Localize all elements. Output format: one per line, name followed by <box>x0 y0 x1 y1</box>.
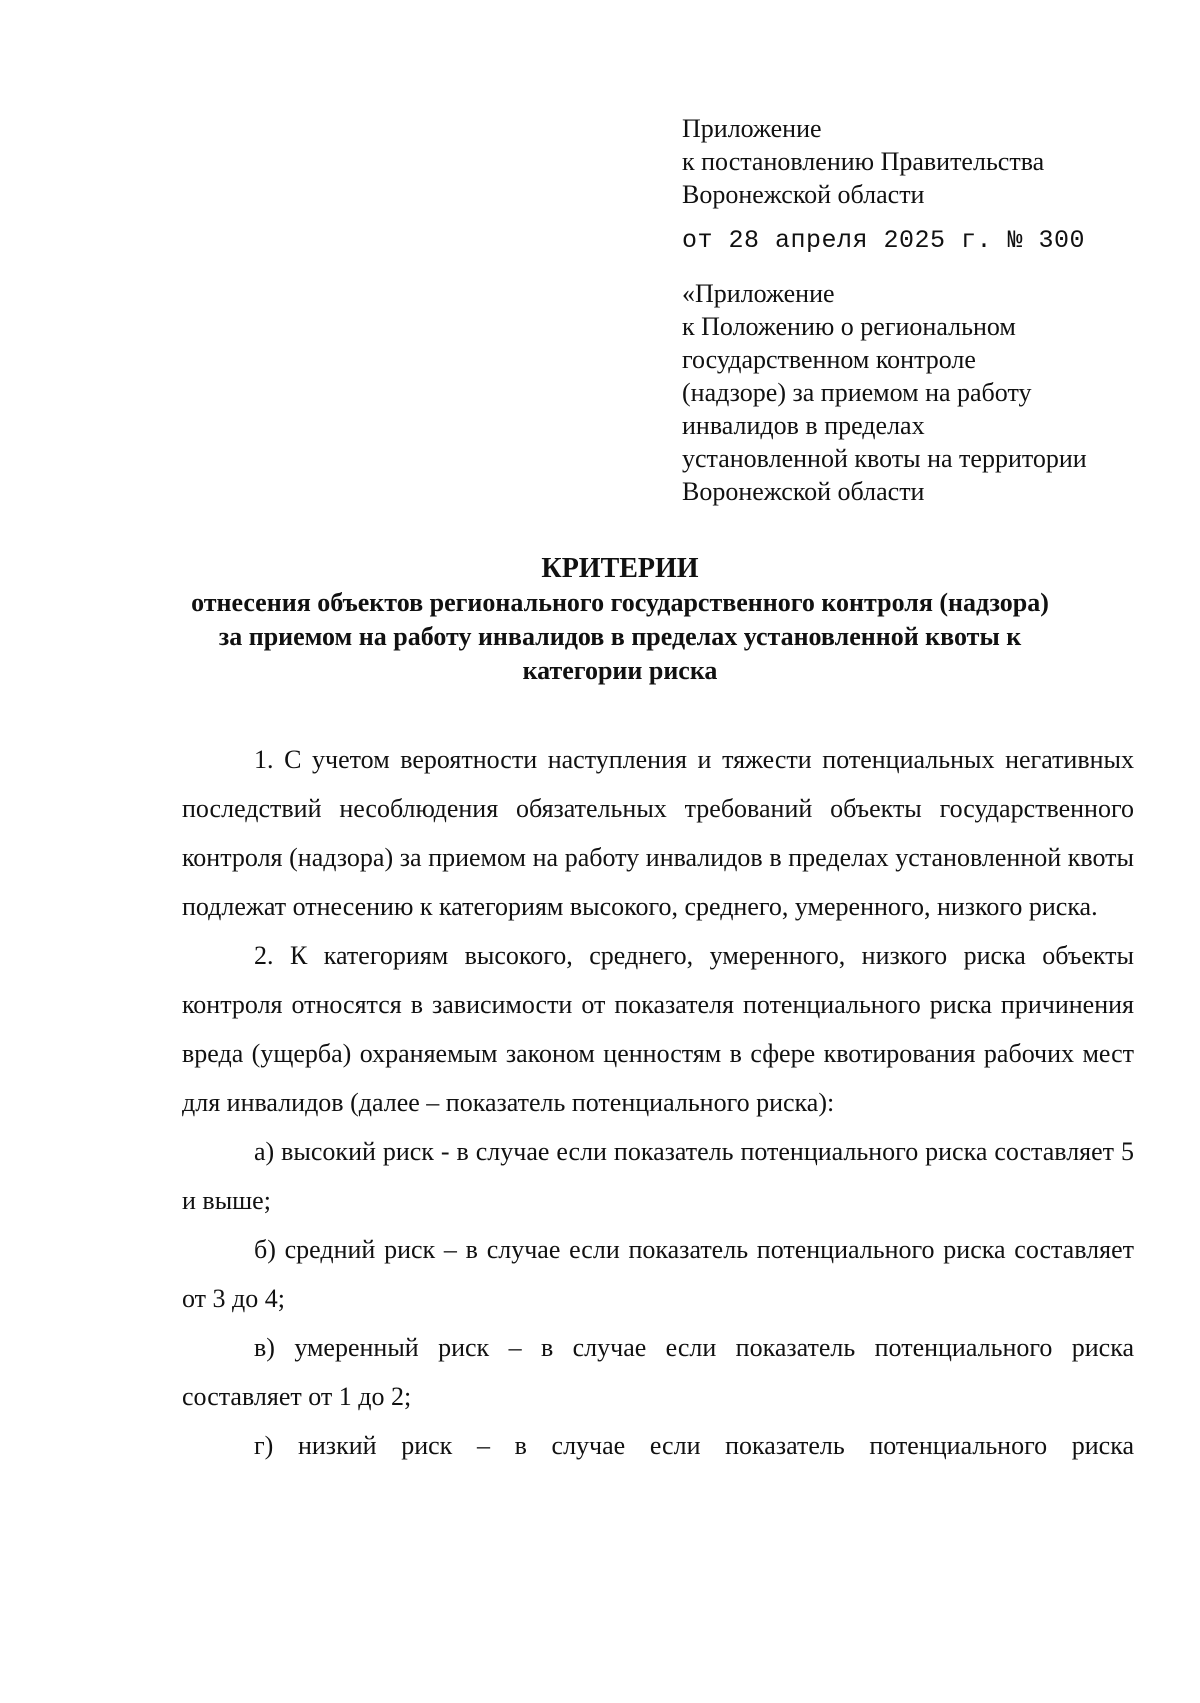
paragraph-a: а) высокий риск - в случае если показатель потенциального риска составляет 5 и выше; <box>182 1137 1134 1215</box>
subtitle-line: категории риска <box>522 656 718 685</box>
paragraph-2: 2. К категориям высокого, среднего, умеренного, низкого риска объекты контроля относятся в зависимости от показателя потенциального риска причинения вреда (ущерба) охраняемым законом ценностям в сфере квотирования рабочих мест для инвалидов (далее – показатель потенциального риска): <box>182 941 1134 1117</box>
attachment-inner-line: государственном контроле <box>682 345 976 374</box>
attachment-inner-line: «Приложение <box>682 279 835 308</box>
document-title: КРИТЕРИИ <box>541 553 699 584</box>
attachment-line: к постановлению Правительства <box>682 147 1045 176</box>
subtitle-line: отнесения объектов регионального государственного контроля (надзора) <box>191 588 1049 617</box>
attachment-date: от 28 апреля 2025 г. № 300 <box>682 226 1086 255</box>
subtitle-line: за приемом на работу инвалидов в пределах установленной квоты к <box>218 622 1022 651</box>
paragraph-b: б) средний риск – в случае если показатель потенциального риска составляет от 3 до 4; <box>182 1235 1134 1313</box>
attachment-line: Воронежской области <box>682 180 925 209</box>
attachment-inner-line: (надзоре) за приемом на работу <box>682 378 1032 407</box>
paragraph-v: в) умеренный риск – в случае если показатель потенциального риска составляет от 1 до 2; <box>182 1333 1134 1411</box>
document-subtitle <box>120 586 1120 688</box>
document-body <box>182 735 1134 1470</box>
attachment-inner-header <box>682 277 1162 508</box>
attachment-inner-line: Воронежской области <box>682 477 925 506</box>
paragraph-1: 1. С учетом вероятности наступления и тяжести потенциальных негативных последствий несоблюдения обязательных требований объекты государственного контроля (надзора) за приемом на работу инвалидов в пределах установленной квоты подлежат отнесению к категориям высокого, среднего, умеренного, низкого риска. <box>182 745 1134 921</box>
paragraph-g: г) низкий риск – в случае если показатель потенциального риска <box>254 1431 1134 1460</box>
attachment-inner-line: инвалидов в пределах <box>682 411 925 440</box>
attachment-line: Приложение <box>682 114 822 143</box>
attachment-header <box>682 112 1162 211</box>
attachment-inner-line: установленной квоты на территории <box>682 444 1087 473</box>
attachment-inner-line: к Положению о региональном <box>682 312 1016 341</box>
